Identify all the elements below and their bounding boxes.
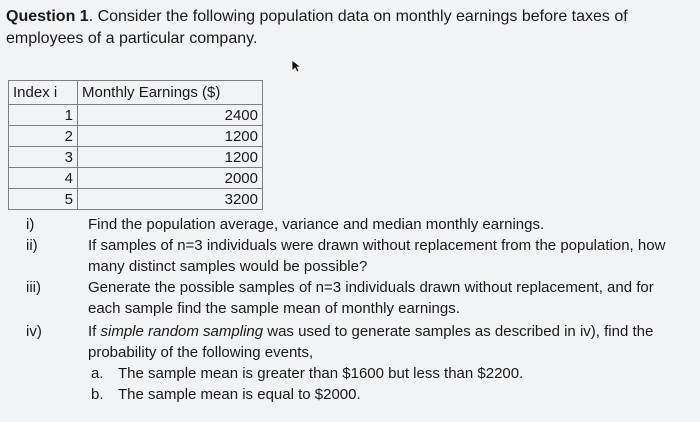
question-intro: . Consider the following population data on monthly earnings before taxes of employees of a particular company. [6, 8, 628, 47]
row-index: 4 [9, 168, 78, 189]
table-row [9, 189, 263, 210]
row-index: 5 [9, 189, 78, 210]
question-roman-number: iv) [26, 323, 42, 340]
question-roman-number: ii) [26, 237, 38, 254]
question-item [0, 235, 668, 277]
event-item [0, 384, 678, 405]
table-row [9, 168, 263, 189]
event-letter: b. [91, 386, 104, 403]
event-text: The sample mean is greater than $1600 but less than $2200. [118, 365, 524, 382]
question-list [0, 214, 700, 405]
row-index: 3 [9, 147, 78, 168]
row-index: 2 [9, 126, 78, 147]
row-earnings: 3200 [78, 189, 263, 210]
mouse-pointer-icon [291, 59, 301, 73]
table-row [9, 105, 263, 126]
header-earnings: Monthly Earnings ($) [78, 81, 263, 105]
question-item [0, 277, 668, 319]
row-earnings: 2400 [78, 105, 263, 126]
question-item [0, 214, 668, 235]
question-text: Generate the possible samples of n=3 individuals drawn without replacement, and for each sample find the sample mean of monthly earnings. [88, 279, 654, 317]
table-header-row [9, 81, 263, 105]
question-text: Find the population average, variance and median monthly earnings. [88, 216, 545, 233]
event-text: The sample mean is equal to $2000. [118, 386, 361, 403]
question-number: Question 1 [6, 8, 89, 25]
question-roman-number: i) [26, 216, 35, 233]
row-index: 1 [9, 105, 78, 126]
row-earnings: 1200 [78, 147, 263, 168]
event-letter: a. [91, 365, 104, 382]
question-text-after: was used to generate samples as described in iv), find the probability of the following events, [88, 323, 654, 361]
question-heading [6, 6, 666, 50]
event-item [0, 363, 678, 384]
row-earnings: 2000 [78, 168, 263, 189]
question-text-emphasis: simple random sampling [100, 323, 264, 340]
question-text-before: If [88, 323, 101, 340]
table-row [9, 126, 263, 147]
question-roman-number: iii) [26, 279, 41, 296]
row-earnings: 1200 [78, 126, 263, 147]
question-text: If samples of n=3 individuals were drawn without replacement from the population, how many distinct samples would be possible? [88, 237, 666, 275]
earnings-table [8, 80, 263, 210]
table-row [9, 147, 263, 168]
question-item [0, 321, 668, 363]
header-index: Index i [9, 81, 78, 105]
